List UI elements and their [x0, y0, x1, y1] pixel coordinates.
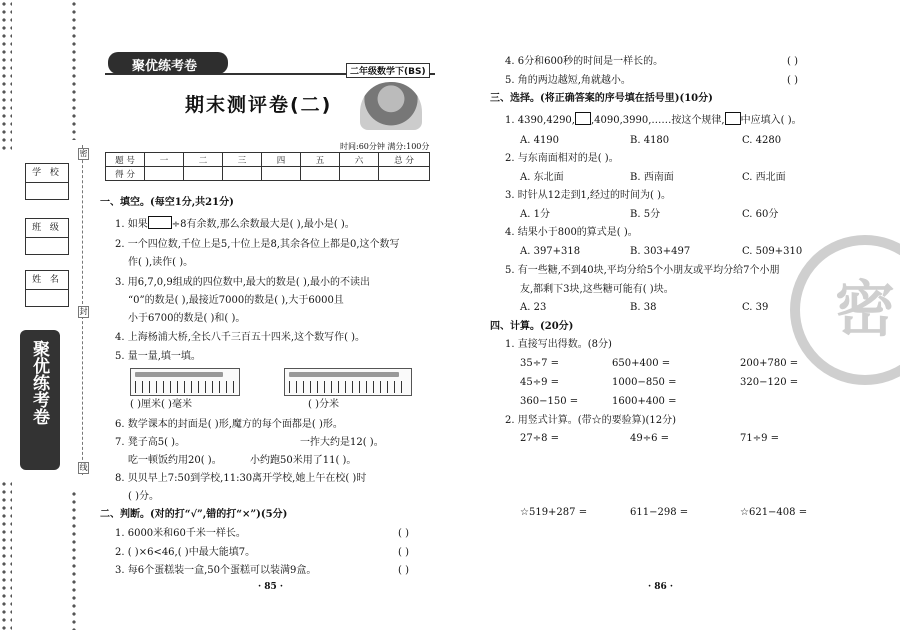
choice-3-option-c[interactable]: C. 60分 [742, 209, 779, 220]
calc-item[interactable]: 360−150 = [520, 396, 579, 407]
vertical-calc-item[interactable]: ☆519+287 = [520, 507, 588, 518]
choice-1-mid: ,4090,3990,……按这个规律, [590, 115, 725, 126]
question-4: 4. 上海杨浦大桥,全长八千三百五十四米,这个数写作( )。 [115, 332, 366, 343]
question-6: 6. 数学课本的封面是( )形,魔方的每个面都是( )形。 [115, 419, 343, 430]
answer-box[interactable] [725, 112, 741, 125]
score-cell[interactable] [301, 167, 340, 181]
choice-2-option-a[interactable]: A. 东北面 [520, 172, 564, 183]
question-5: 5. 量一量,填一填。 [115, 351, 201, 362]
seal-mark-xian: 线 [79, 463, 88, 472]
side-brand-text: 聚优练考卷 [29, 340, 49, 425]
page-number-left: · 85 · [258, 582, 284, 592]
score-cell[interactable] [145, 167, 184, 181]
question-2b: 作( ),读作( )。 [128, 257, 194, 268]
table-cell: 五 [301, 153, 340, 167]
vertical-calc-item[interactable]: ☆621−408 = [740, 507, 808, 518]
question-1 [115, 216, 355, 232]
question-8b: ( )分。 [128, 491, 159, 502]
school-label: 学 校 [26, 164, 68, 183]
choice-3-option-b[interactable]: B. 5分 [630, 209, 661, 220]
choice-2: 2. 与东南面相对的是( )。 [505, 153, 619, 164]
choice-5-option-a[interactable]: A. 23 [520, 302, 547, 313]
choice-5-option-c[interactable]: C. 39 [742, 302, 769, 313]
question-7b: 一拃大约是12( )。 [300, 437, 384, 448]
section-fill-title: 一、填空。(每空1分,共21分) [100, 197, 234, 208]
dot-pattern-bottom [0, 480, 12, 630]
choice-1 [505, 112, 802, 128]
choice-3-option-a[interactable]: A. 1分 [520, 209, 550, 220]
section-calc-title: 四、计算。(20分) [490, 321, 574, 332]
judge-2: 2. ( )×6<46,( )中最大能填7。 [115, 547, 256, 558]
score-cell[interactable] [262, 167, 301, 181]
seal-mark-feng: 封 [79, 307, 88, 316]
score-table [105, 152, 430, 181]
class-field[interactable] [25, 218, 69, 255]
question-1-rest: ÷8有余数,那么余数最大是( ),最小是( )。 [171, 219, 355, 230]
score-cell[interactable] [184, 167, 223, 181]
page-number-right: · 86 · [648, 582, 674, 592]
choice-1-option-c[interactable]: C. 4280 [742, 135, 782, 146]
time-info: 时间:60分钟 满分:100分 [340, 142, 430, 151]
question-1-text: 1. 如果 [115, 219, 148, 230]
calc-item[interactable]: 35÷7 = [520, 358, 560, 369]
choice-1-text: 1. 4390,4290, [505, 115, 575, 126]
question-3a: 3. 用6,7,0,9组成的四位数中,最大的数是( ),最小的不读出 [115, 277, 371, 288]
choice-4-option-c[interactable]: C. 509+310 [742, 246, 803, 257]
table-cell: 二 [184, 153, 223, 167]
table-cell: 总 分 [379, 153, 430, 167]
seal-mark-mi: 密 [79, 149, 88, 158]
section-choice-title: 三、选择。(将正确答案的序号填在括号里)(10分) [490, 93, 713, 104]
pencil-icon [135, 372, 223, 377]
choice-5b: 友,都剩下3块,这些糖可能有( )块。 [520, 284, 674, 295]
question-8a: 8. 贝贝早上7:50到学校,11:30离开学校,她上午在校( )时 [115, 473, 367, 484]
table-cell: 题 号 [106, 153, 145, 167]
answer-box[interactable] [575, 112, 591, 125]
table-cell: 四 [262, 153, 301, 167]
answer-box[interactable] [148, 216, 172, 229]
name-label: 姓 名 [26, 271, 68, 290]
question-7c: 吃一顿饭约用20( )。 [128, 455, 222, 466]
vertical-calc-item[interactable]: 611−298 = [630, 507, 689, 518]
calc-item[interactable]: 1000−850 = [612, 377, 677, 388]
choice-5-option-b[interactable]: B. 38 [630, 302, 657, 313]
choice-4: 4. 结果小于800的算式是( )。 [505, 227, 638, 238]
confidential-seal-stamp: 密 [790, 235, 900, 385]
ruler-1-illustration [130, 368, 240, 396]
calc-item[interactable]: 650+400 = [612, 358, 671, 369]
class-label: 班 级 [26, 219, 68, 238]
choice-5a: 5. 有一些糖,不到40块,平均分给5个小朋友或平均分给7个小朋 [505, 265, 780, 276]
choice-4-option-b[interactable]: B. 303+497 [630, 246, 691, 257]
ruler-2-illustration [284, 368, 412, 396]
question-5a-answer: ( )厘米( )毫米 [130, 399, 192, 410]
calc-2-title: 2. 用竖式计算。(带☆的要验算)(12分) [505, 415, 677, 426]
calc-item[interactable]: 200+780 = [740, 358, 799, 369]
calc-item[interactable]: 320−120 = [740, 377, 799, 388]
choice-3: 3. 时针从12走到1,经过的时间为( )。 [505, 190, 671, 201]
school-field[interactable] [25, 163, 69, 200]
judge-5-answer[interactable]: ( ) [787, 75, 798, 86]
judge-3-answer[interactable]: ( ) [398, 565, 409, 576]
calc-item[interactable]: 45÷9 = [520, 377, 560, 388]
judge-1: 1. 6000米和60千米一样长。 [115, 528, 246, 539]
calc-1-title: 1. 直接写出得数。(8分) [505, 339, 612, 350]
ruler-ticks [135, 381, 235, 393]
table-cell: 得 分 [106, 167, 145, 181]
calc-item[interactable]: 1600+400 = [612, 396, 677, 407]
score-cell[interactable] [340, 167, 379, 181]
table-cell: 一 [145, 153, 184, 167]
dot-pattern-right [70, 0, 80, 140]
table-cell: 三 [223, 153, 262, 167]
pencil-icon [289, 372, 399, 377]
vertical-calc-item[interactable]: 71÷9 = [740, 433, 780, 444]
choice-2-option-b[interactable]: B. 西南面 [630, 172, 674, 183]
choice-1-option-a[interactable]: A. 4190 [520, 135, 560, 146]
dot-pattern-top [0, 0, 12, 150]
question-7a: 7. 凳子高5( )。 [115, 437, 186, 448]
question-5b-answer: ( )分米 [308, 399, 339, 410]
section-judge-title: 二、判断。(对的打“√”,错的打“×”)(5分) [100, 509, 288, 520]
choice-4-option-a[interactable]: A. 397+318 [520, 246, 581, 257]
judge-3: 3. 每6个蛋糕装一盒,50个蛋糕可以装满9盒。 [115, 565, 317, 576]
choice-1-end: 中应填入( )。 [740, 115, 802, 126]
vertical-calc-item[interactable]: 49÷6 = [630, 433, 670, 444]
ruler-ticks [289, 381, 407, 393]
choice-1-option-b[interactable]: B. 4180 [630, 135, 670, 146]
judge-4-answer[interactable]: ( ) [787, 56, 798, 67]
mascot-illustration [360, 82, 422, 130]
question-3c: 小于6700的数是( )和( )。 [128, 313, 246, 324]
choice-2-option-c[interactable]: C. 西北面 [742, 172, 786, 183]
table-cell: 六 [340, 153, 379, 167]
question-7d: 小约跑50米用了11( )。 [250, 455, 357, 466]
score-table-header-row [106, 153, 430, 167]
grade-tag: 二年级数学下(BS) [346, 63, 430, 78]
score-cell[interactable] [379, 167, 430, 181]
score-cell[interactable] [223, 167, 262, 181]
judge-4: 4. 6分和600秒的时间是一样长的。 [505, 56, 664, 67]
judge-5: 5. 角的两边越短,角就越小。 [505, 75, 631, 86]
vertical-calc-item[interactable]: 27÷8 = [520, 433, 560, 444]
page-title: 期末测评卷(二) [185, 94, 333, 116]
judge-2-answer[interactable]: ( ) [398, 547, 409, 558]
judge-1-answer[interactable]: ( ) [398, 528, 409, 539]
score-table-score-row[interactable] [106, 167, 430, 181]
name-field[interactable] [25, 270, 69, 307]
question-2a: 2. 一个四位数,千位上是5,十位上是8,其余各位上都是0,这个数写 [115, 239, 400, 250]
dot-pattern-right-bottom [70, 490, 80, 630]
header-brand: 聚优练考卷 [132, 59, 198, 74]
question-3b: “0”的数是( ),最接近7000的数是( ),大于6000且 [128, 295, 344, 306]
